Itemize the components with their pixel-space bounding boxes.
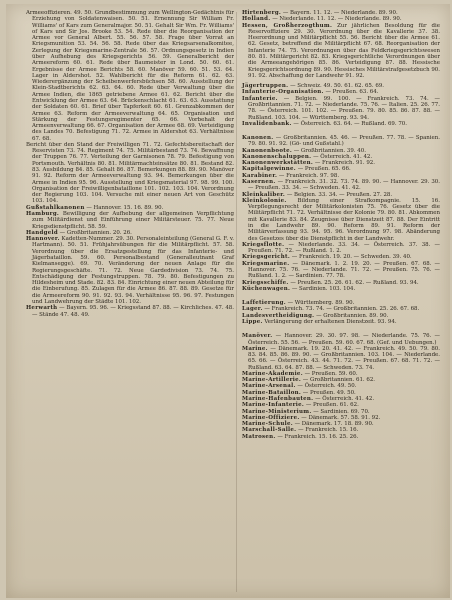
index-references: — Preußen. 61. 62. — [304, 402, 359, 409]
index-term: Lager. — [242, 306, 263, 313]
index-references: — Frankreich. 91. 92. — [313, 160, 375, 167]
index-term: Marine-Ministerium. — [242, 408, 312, 415]
index-references: — Preußen. 59. 60. — [302, 370, 358, 377]
index-entry — [242, 261, 440, 280]
index-references: — Bayern. 95. 96. — Kriegsstand 87. 88. — Kirchliches. 47. 48. — Stände 47. 48. 49. — [32, 305, 234, 318]
index-references: — Belgien. 33. 34. — Preußen. 27. 28. — [285, 191, 393, 198]
index-entry — [242, 121, 440, 127]
index-term: Kanonenwerkstätten. — [242, 160, 314, 167]
index-term: Invalidenbank. — [242, 120, 292, 127]
index-entry — [26, 236, 234, 305]
index-term: Matrosen. — [242, 433, 276, 440]
index-references: — Österreich. 63. 64. — Rußland. 69. 70. — [291, 120, 407, 127]
index-term: Kriegsgericht. — [242, 254, 291, 261]
index-entry — [242, 319, 440, 325]
index-entry — [242, 96, 440, 121]
index-term: Kasernen. — [242, 179, 276, 186]
index-references: — Frankreich. 15. 16. — [296, 427, 359, 434]
index-term: Kapitalgewinne. — [242, 166, 296, 173]
index-entry — [242, 434, 440, 440]
index-term: Kanonenboote. — [242, 147, 293, 154]
index-entry — [26, 305, 234, 318]
index-term: Landesvertheidigung. — [242, 312, 315, 319]
index-entry — [26, 211, 234, 230]
index-entry — [242, 286, 440, 292]
index-term: Marine-Artillerie. — [242, 377, 302, 384]
index-references: — Preußen. 49. 50. — [301, 389, 356, 396]
index-term: Lippe. — [242, 318, 263, 325]
index-references: Bericht über den Stand der Freiwilligen 71. 72. Gefechtsbereitschaft der Reservisten 73. 74. Regiment 74. 75. Militärbestand 73. 74. Bewaffnung der Truppen 76. 77. Verteilung der Garnisonen 78. 79. Befestigung von Portsmouth. Verhältnis 80. 81. Militärmachteinsätze 80. 81. Bestand 82. 83. Ausbildung 84. 85. Gehalt 86. 87. Bemerkungen 88. 89. 90. Manöver 91. 92. Reform der Armeeverwaltung 93. 94. Bemerkungen über die Armee in Indien 95. 96. Ausstellung und Kriegsmaterial 97. 98. 99. 100. Organisation der Freiwilligenbataillone 101. 102. 103. 104. Verordnung der Regierung 103. 104. Versuche mit einer neuen Art von Geschütz 103. 104. — [26, 141, 234, 205]
index-term: Marine-Bataillon. — [242, 389, 302, 396]
index-term: Laffetierung. — [242, 300, 286, 307]
index-references: — Österreich. 41. 42. — [311, 153, 373, 160]
index-term: Manöver. — [242, 333, 273, 340]
index-term: Karabiner. — [242, 172, 278, 179]
index-column-left — [26, 10, 234, 318]
index-term: Holland. — [242, 16, 271, 23]
index-references: — Hannover. 29. 30. 97. 98. — Niederlande. 75. 76. — Österreich. 55. 56. — Preußen. 59. 60. 67. 68. (Gef. und Uebungen.) — [248, 333, 440, 346]
index-references: — Frankreich. 19. 20. — Schweden. 39. 40. — [290, 254, 412, 261]
index-references: — Württemberg. 89. 90. — [285, 300, 355, 307]
index-references: — Großbritannien. 20. 26. — [57, 229, 132, 236]
index-references: Zur jährlichen Besoldung für die Reservoffiziere 29. 30. Verordnung über die Kavallerie 37. 38. Heerordnung und Militärpflicht 55. 56. Bericht über die Armee 61. 62. Gesetz, betreffend die Militärpflicht 67. 68. Reorganisation der Infanterie 74. 75. Verordnungen über das Feldkriegsgerichtswesen 80. 81. Militärgericht 82. 83. Kriegsgerichtliche Verordnungen über die Armeeangehörigen 85. 86. Verteidigung 87. 88. Hessische Kriegsgerichtsordnung 89. 90. Hessisches Militärstrafgesetzbuch 90. 91. 92. Abschaffung der Landwehr 91. 92. — [248, 22, 440, 79]
index-references: Verlängerung der erhaltenen Dienstzeit. 93. 94. — [262, 318, 397, 325]
index-term: Marine-Arsenal. — [242, 383, 296, 390]
index-references: — Frankreich. 31. 32. 73. 74. 89. 90. — Hannover. 29. 30. — Preußen. 33. 34. — Schweden. 41. 42. — [248, 179, 440, 192]
index-references: Kadetten-Nummer. 29. 30. Personaleinteilung (General G. F. v. Hartmann). 50. 51. Frühjahrsübungen für die Militärpflicht. 57. 58. Verordnung über die Ersatzgestellung für das Infanterie- und Jägerbataillon. 59. 60. Personalbestand (Generalleutnant Graf Kielmansegge). 69. 70. Veränderung der neuen Anlage für die Regierungsgeschäfte. 71. 72. Neue Gardedivision 73. 74. 75. Entschädigung der Festungstruppen. 78. 79. 80. Befestigungen zu Hildesheim und Stade. 82. 83. 84. Einrichtung einer neuen Abteilung für die Einberufung. 85. Zulagen für die Armee 86. 87. 88. 89. Gesetze für die Armeereform 90. 91. 92. 93. 94. Verhältnisse 95. 96. 97. Festungen und Landwehrung der Städte 101. 102. — [32, 236, 234, 305]
index-references: — Dänemark. 57. 58. 91. 92. — [299, 414, 381, 421]
index-references: — Preußen. 65. 66. — [295, 166, 351, 173]
index-references: Bewilligung der Aufhebung der allgemeinen Verpflichtung zum Militärdienst und Einführung einer Militärsteuer. 75. 77. Neue Kriegsdienstpflicht. 58. 59. — [32, 211, 234, 230]
index-references: — Österreich. 49. 50. — [295, 383, 357, 390]
index-term: Kanonen. — [242, 135, 274, 142]
index-entry — [242, 23, 440, 80]
index-references: — Großbritannien. 39. 40. — [292, 147, 366, 154]
index-term: Gußstahlkanonen — [26, 204, 85, 211]
index-term: Hessen, Großherzogthum. — [242, 22, 333, 29]
index-term: Kanonenschaluppen. — [242, 153, 312, 160]
index-term: Herwarth — [26, 305, 58, 312]
index-term: Marine-Akademie. — [242, 370, 303, 377]
index-references: — Dänemark. 1. 2. 19. 20. — Preußen. 67. 68. — Hannover. 75. 76. — Niederlande. 71. 72. — Preußen. 75. 76. — Rußland. 1. 2. — Sardinien. 77. 78. — [248, 260, 440, 280]
index-term: Marschall-Salle. — [242, 427, 297, 434]
index-entry — [26, 142, 234, 205]
index-references: — Frankreich. 15. 16. 25. 26. — [275, 433, 359, 440]
index-references: — Sardinien. 103. 104. — [290, 285, 356, 292]
index-references: Armeeoffizieren. 49. 50. Grundbestimmung zum Wellington-Gedächtnis für Erziehung von Soldatenwaisen. 50. 51. Ernennung Sir William Fr. Williams' of Kars zum Generalmajor. 50. 51. Gehalt Sir Wm. Fr. Williams' of Kars und Sir Jos. Brooke 53. 54. Rede über die Reorganisation der Armee vor General Albert. 55. 56. 57. 58. Frage über Vorrat an Kriegsmunition 53. 54. 56. 58. Rede über das Kriegsarsenalkomitee, Zerlegung der Kriegsmarine-Zentrale 56. 57. Ordnungsgesetz in Indien über Aufhebung des Kriegsgerichts 56. 59. Generalbericht der Armeereform 60. 61. Rede über Baumeister in Lond. 50. 60. 61. Ergebnisse der Armee Berichts 58. 60. Manöver 59. 60. 51. 53. 64. Lager in Aldershot. 52. Wahlbericht für die Reform 61. 62. 63. Wiederergänzung der Scheibenwerfersbüchsen 58. 60. Ausstellung der Klein-Stadtberichts 62. 63. 64. 60. Rede über Verwaltung über die Armee Indien, die 1865 getriebene Armee 61. 62. Bericht über die Entwicklung der Armee 63. 64. Brückenschlacht 61. 63. 63. Ausstattung der Soldaten 60. 61. Brief über Tapferkeit 60. 61. Grenzabkommen der Armee 63. Reform der Armeeverwaltung 64. 65. Organisation und Stärkung der Festungsregimenter 65. 66. Vorbehalt der Armeenverwaltung 66. 67. Organisation der Armee 68. 69. Verteidigung des Landes 70. Befestigung 71. 72. Armee in Aldershot 63. Verhältnisse 67. 68. — [26, 10, 234, 142]
index-references: — Belgien. 99. 100. — Frankreich. 73. 74. — Großbritannien. 71. 72. — Niederlande. 75. 76. — Italien. 25. 26. 77. 78. — Österreich. 101. 102. — Preußen. 79. 80. 85. 86. 87. 88. — Rußland. 103. 104. — Württemberg. 93. 94. — [248, 95, 440, 121]
scanned-page — [6, 4, 450, 598]
index-references: — Österreich. 41. 42. — [313, 396, 375, 403]
index-term: Handgeld — [26, 229, 58, 236]
index-references: Bildung einer Strafkompagnie. 15. 16. Verpflegungsrecht der Militärkolonisten 75. 76. Gesetz über die Militärpflicht 71. 72. Verhältnisse der Kolonie 79. 80. 81. Abkommen mit Kavallerie 83. 84. Zeugnisse über Dienstzeit 87. 88. Der Eintritt in die Landwehr 89. 90. Reform 89. 91. Reform der Militärverfassung 93. 94. 95. 96. Verordnung 97. 98. Abänderung des Gesetzes über die Dienstpflicht in der Landwehr. — [248, 197, 440, 242]
index-column-right — [242, 10, 440, 440]
index-term: Infanterie. — [242, 95, 278, 102]
index-term: Kleinkolonie. — [242, 197, 287, 204]
index-term: Hamburg. — [26, 211, 60, 217]
index-references: — Großbritannien. 89. 90. — [314, 312, 389, 319]
index-term: Marine-Infanterie. — [242, 402, 305, 409]
index-term: Marine-Hafenbauten. — [242, 396, 314, 403]
index-references: — Hannover. 15. 16. 89. 90. — [84, 204, 164, 211]
index-entry — [242, 198, 440, 242]
index-term: Küchenwagen. — [242, 285, 291, 292]
index-entry — [242, 242, 440, 255]
index-entry — [242, 135, 440, 148]
index-term: Marine-Offiziere. — [242, 414, 300, 421]
index-entry — [242, 333, 440, 346]
index-term: Jägertruppen. — [242, 83, 289, 90]
index-term: Kriegsflotte. — [242, 241, 285, 248]
index-entry — [242, 179, 440, 192]
index-term: Hannover. — [26, 236, 60, 243]
index-references: — Großbritannien. 45. 46. — Preußen. 77. 78. — Spanien. 79. 80. 91. 92. (Gö- und Gußstahl.) — [248, 135, 440, 148]
index-term: Infanterie-Organisation. — [242, 89, 324, 96]
index-references: — Frankreich. 73. 74. — Großbritannien. 25. 26. 67. 68. — [262, 306, 420, 313]
index-references: — Dänemark. 17. 18. 89. 90. — [292, 421, 374, 428]
index-references: — Großbritannien. 61. 62. — [301, 377, 376, 384]
index-term: Marine. — [242, 345, 268, 352]
index-references: — Niederlande. 33. 34. — Österreich. 37. 38. — Preußen. 71. 72. — Rußland. 1. 2. — [248, 241, 440, 255]
index-references: — Sardinien. 69. 70. — [311, 408, 370, 415]
index-references: — Preußen. 63. 64. — [323, 89, 379, 96]
index-references: — Dänemark. 19. 20. 41. 42. — Frankreich. 49. 50. 79. 80. 83. 84. 85. 86. 89. 90. — Großbritannien. 103. 104. — Niederlande. 65. 66. — Österreich. 43. 44. 71. 72. — Preußen. 67. 68. 71. 72. — Rußland. 63. 64. 87. 88. — Schweden. 73. 74. — [248, 345, 440, 371]
index-references: — Preußen. 25. 26. 61. 62. — Rußland. 93. 94. — [288, 279, 419, 286]
index-entry — [242, 346, 440, 371]
index-term: Kleinkaliber. — [242, 191, 286, 198]
index-references: — Frankreich. 97. 98. — [277, 172, 340, 179]
column-divider — [236, 12, 237, 592]
index-term: Hirtenberg. — [242, 10, 282, 16]
index-references: — Niederlande. 11. 12. — Niederlande. 89. 90. — [270, 16, 402, 23]
index-term: Marine-Schule. — [242, 421, 293, 428]
index-references: — Bayern. 11. 12. — Niederlande. 89. 90. — [281, 10, 398, 16]
index-term: Kriegsschiffe. — [242, 279, 289, 286]
index-term: Kriegsmarine. — [242, 260, 290, 267]
index-references: — Schweiz. 49. 50. 61. 62. 65. 69. — [288, 83, 385, 90]
index-entry — [26, 10, 234, 142]
